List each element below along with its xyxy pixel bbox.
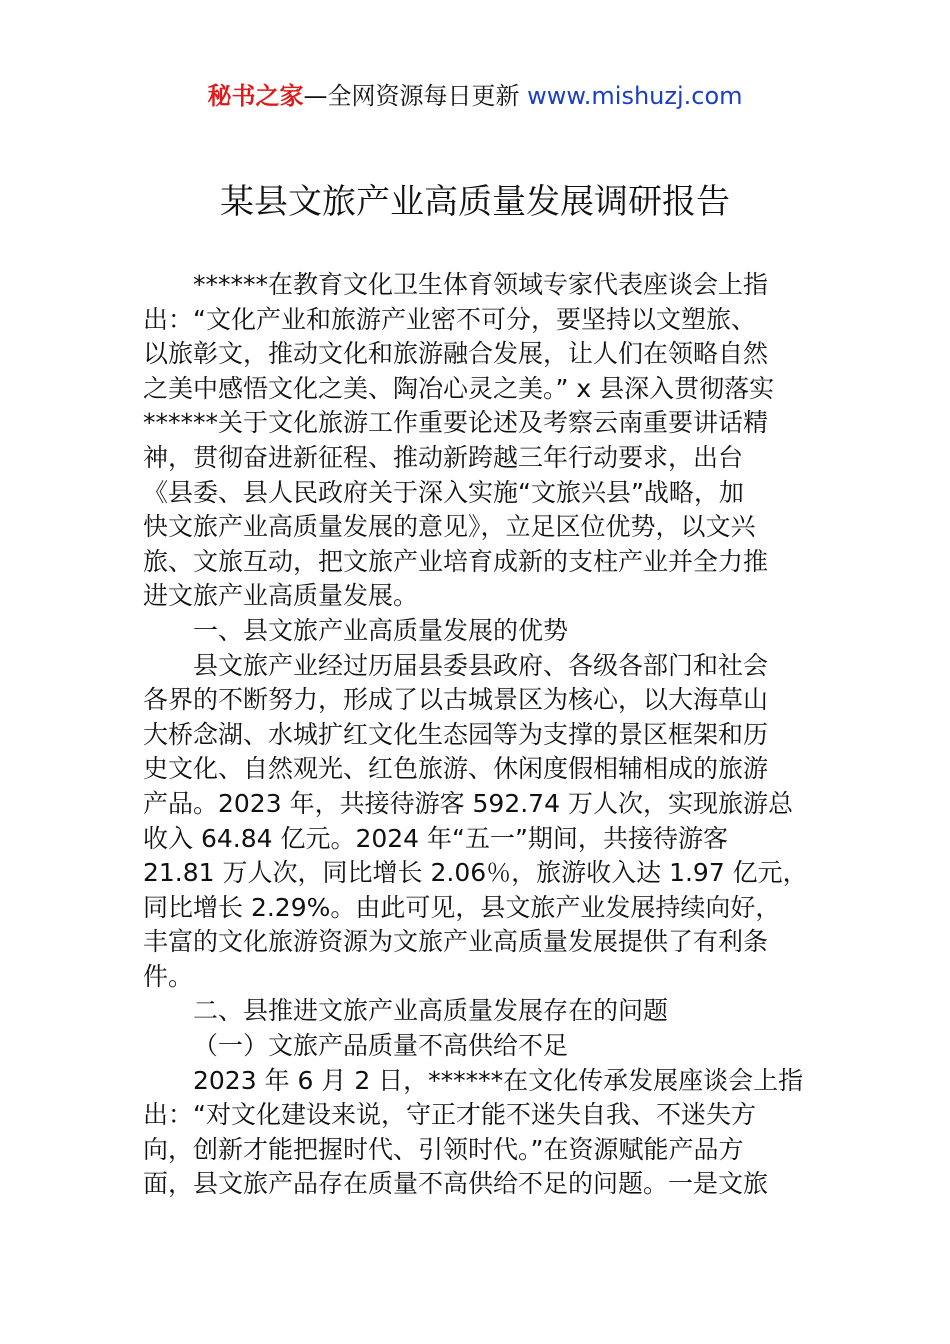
site-header xyxy=(0,80,950,112)
text-line: 出：“对文化建设来说，守正才能不迷失自我、不迷失方 xyxy=(143,1100,756,1130)
text-line: 件。 xyxy=(143,961,194,991)
subsection-heading: （一）文旅产品质量不高供给不足 xyxy=(193,1031,569,1061)
text-line: 快文旅产业高质量发展的意见》，立足区位优势，以文兴 xyxy=(143,512,756,542)
document-title: 某县文旅产业高质量发展调研报告 xyxy=(220,182,730,222)
text-line: 同比增长 2.29%。由此可见，县文旅产业发展持续向好， xyxy=(143,892,781,922)
text-line: 以旅彰文，推动文化和旅游融合发展，让人们在领略自然 xyxy=(143,339,769,369)
text-line: 2023 年 6 月 2 日，******在文化传承发展座谈会上指 xyxy=(193,1065,804,1095)
text-line: 神，贯彻奋进新征程、推动新跨越三年行动要求，出台 xyxy=(143,442,744,472)
text-line: 各界的不断努力，形成了以古城景区为核心，以大海草山 xyxy=(143,685,769,715)
text-line: ******在教育文化卫生体育领域专家代表座谈会上指 xyxy=(193,270,769,299)
site-tagline: —全网资源每日更新 xyxy=(303,82,528,110)
text-line: 《县委、县人民政府关于深入实施“文旅兴县”战略，加 xyxy=(143,477,744,507)
text-line: 产品。2023 年，共接待游客 592.74 万人次，实现旅游总 xyxy=(143,788,793,818)
text-line: 旅、文旅互动，把文旅产业培育成新的支柱产业并全力推 xyxy=(143,546,769,576)
section-heading: 二、县推进文旅产业高质量发展存在的问题 xyxy=(193,996,669,1026)
text-line: 收入 64.84 亿元。2024 年“五一”期间，共接待游客 xyxy=(143,823,728,853)
text-line: 21.81 万人次，同比增长 2.06％，旅游收入达 1.97 亿元， xyxy=(143,858,808,888)
document-body xyxy=(143,268,827,1202)
text-line: 县文旅产业经过历届县委县政府、各级各部门和社会 xyxy=(193,650,769,680)
site-url-link[interactable]: www.mishuzj.com xyxy=(527,82,743,110)
text-line: 大桥念湖、水城扩红文化生态园等为支撑的景区框架和历 xyxy=(143,719,769,749)
text-line: 丰富的文化旅游资源为文旅产业高质量发展提供了有利条 xyxy=(143,927,769,957)
site-brand: 秘书之家 xyxy=(207,82,304,110)
text-line: 面，县文旅产品存在质量不高供给不足的问题。一是文旅 xyxy=(143,1169,769,1199)
text-line: 进文旅产业高质量发展。 xyxy=(143,581,419,611)
text-line: ******关于文化旅游工作重要论述及考察云南重要讲话精 xyxy=(143,408,769,438)
text-line: 出：“文化产业和旅游产业密不可分，要坚持以文塑旅、 xyxy=(143,304,756,334)
section-heading: 一、县文旅产业高质量发展的优势 xyxy=(193,615,569,645)
text-line: 向，创新才能把握时代、引领时代。”在资源赋能产品方 xyxy=(143,1134,744,1164)
text-line: 史文化、自然观光、红色旅游、休闲度假相辅相成的旅游 xyxy=(143,754,769,784)
text-line: 之美中感悟文化之美、陶冶心灵之美。” x 县深入贯彻落实 xyxy=(143,373,775,403)
